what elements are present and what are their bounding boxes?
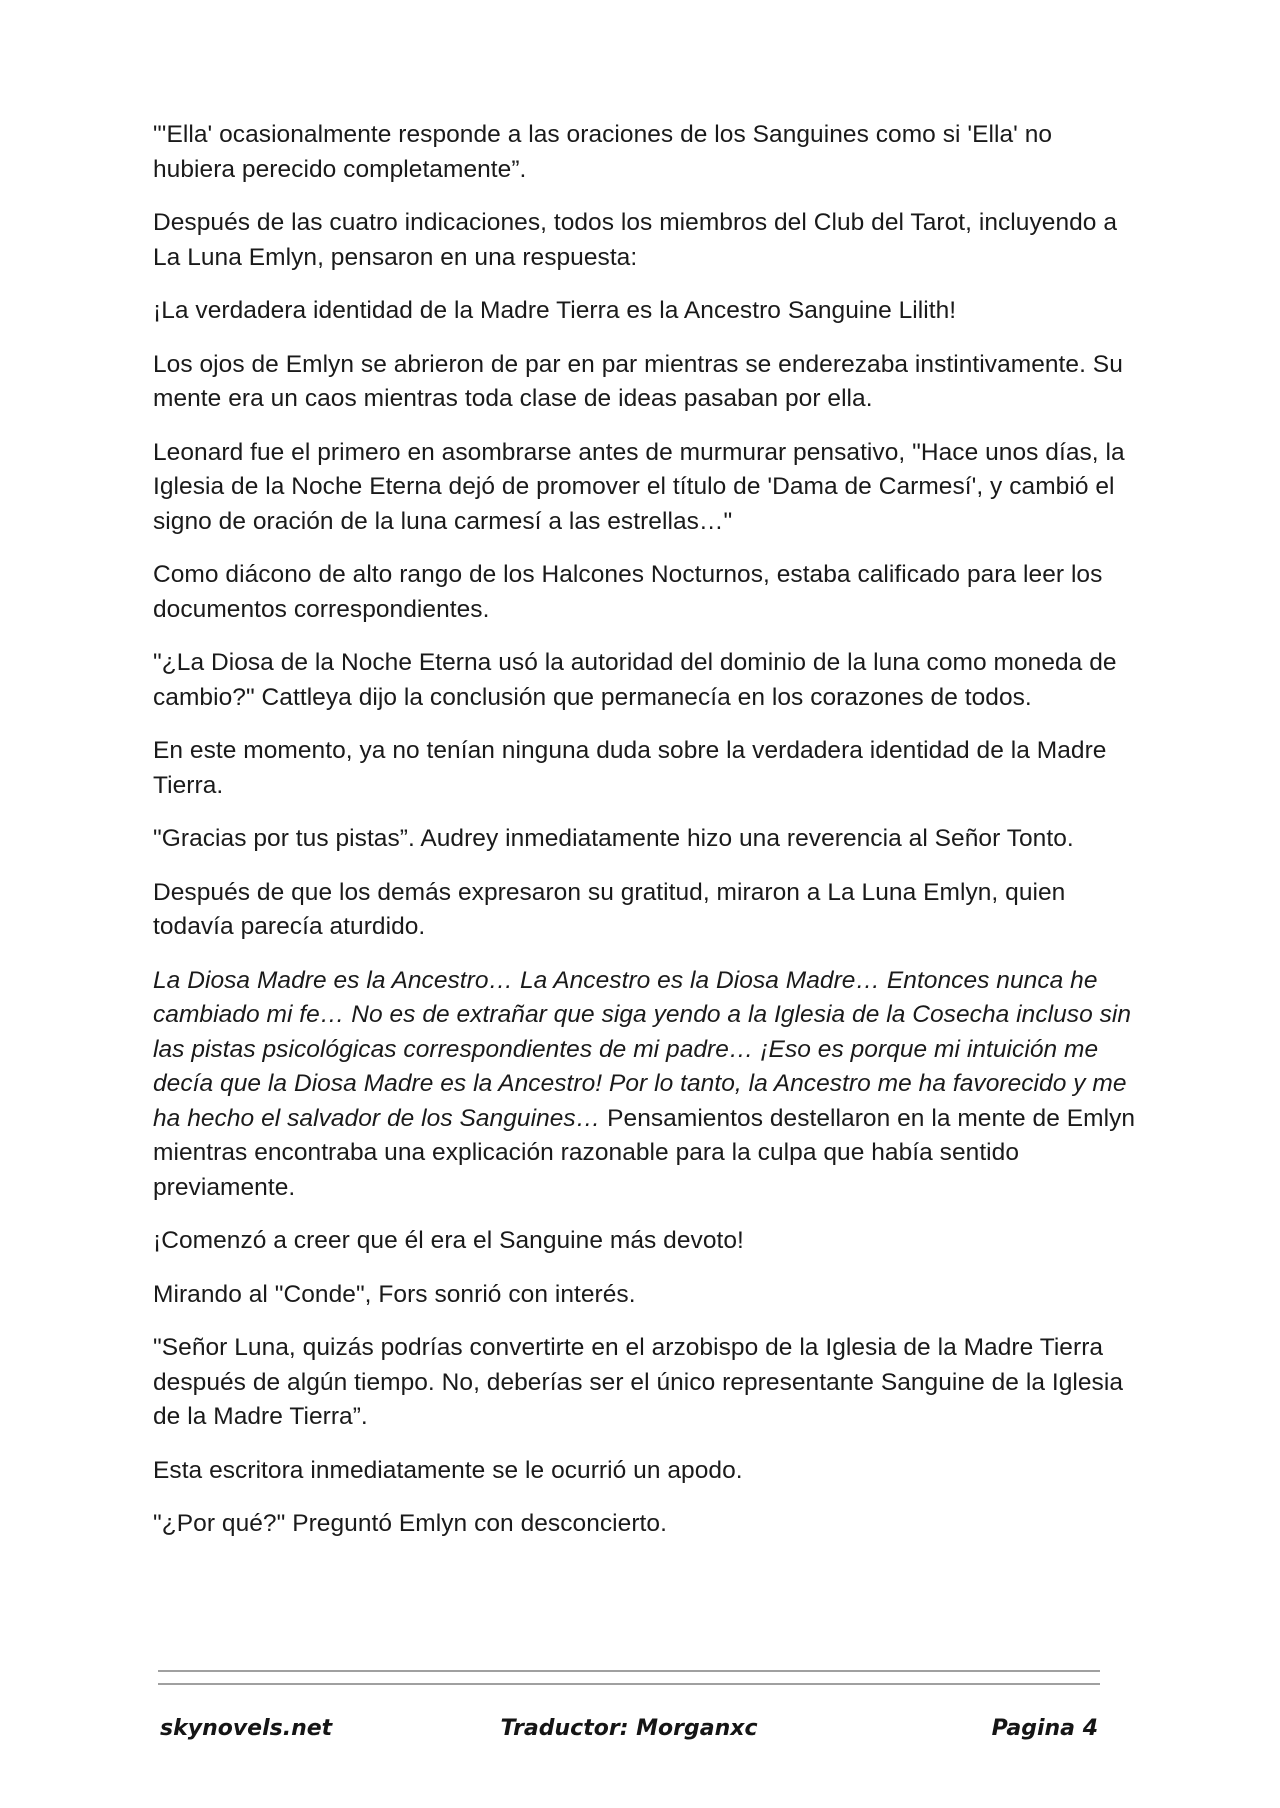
footer-translator: Traductor: Morganxc — [500, 1716, 758, 1741]
paragraph-4: Los ojos de Emlyn se abrieron de par en par mientras se enderezaba instintivamente. Su mente era un caos mientras toda clase de ideas pasaban por ella. — [153, 350, 1123, 412]
paragraph-11 — [153, 964, 1138, 1206]
paragraph-16: "¿Por qué?" Preguntó Emlyn con desconcierto. — [153, 1510, 667, 1537]
page-footer — [158, 1712, 1100, 1752]
paragraph-5: Leonard fue el primero en asombrarse antes de murmurar pensativo, "Hace unos días, la Iglesia de la Noche Eterna dejó de promover el título de 'Dama de Carmesí', y cambió el signo de oración de la luna carmesí a las estrellas…" — [153, 438, 1125, 535]
paragraph-12: ¡Comenzó a creer que él era el Sanguine más devoto! — [153, 1227, 744, 1254]
paragraph-3: ¡La verdadera identidad de la Madre Tierra es la Ancestro Sanguine Lilith! — [153, 297, 957, 324]
paragraph-1: "'Ella' ocasionalmente responde a las oraciones de los Sanguines como si 'Ella' no hubiera perecido completamente”. — [153, 121, 1053, 183]
paragraph-15: Esta escritora inmediatamente se le ocurrió un apodo. — [153, 1456, 743, 1484]
paragraph-9: "Gracias por tus pistas”. Audrey inmediatamente hizo una reverencia al Señor Tonto. — [153, 825, 1074, 852]
paragraph-2: Después de las cuatro indicaciones, todos los miembros del Club del Tarot, incluyendo a La Luna Emlyn, pensaron en una respuesta: — [153, 209, 1118, 271]
footer-page-number: Pagina 4 — [991, 1716, 1098, 1741]
inner-thought-italic: La Diosa Madre es la Ancestro… La Ancestro es la Diosa Madre… Entonces nunca he cambiado mi fe… No es de extrañar que siga yendo a la Iglesia de la Cosecha incluso sin las pistas psicológicas correspondientes de mi padre… ¡Eso es porque mi intuición me decía que la Diosa Madre es la Ancestro! Por lo tanto, la Ancestro me ha favorecido y me ha hecho el salvador de los Sanguines… — [153, 966, 1132, 1132]
footer-divider-bottom — [158, 1683, 1100, 1685]
paragraph-13: Mirando al "Conde", Fors sonrió con interés. — [153, 1280, 636, 1308]
footer-divider-top — [158, 1670, 1100, 1672]
paragraph-14: "Señor Luna, quizás podrías convertirte en el arzobispo de la Iglesia de la Madre Tierra después de algún tiempo. No, deberías ser el único representante Sanguine de la Iglesia de la Madre Tierra”. — [153, 1334, 1124, 1430]
paragraph-10: Después de que los demás expresaron su gratitud, miraron a La Luna Emlyn, quien todavía parecía aturdido. — [153, 878, 1066, 940]
page-body — [153, 118, 1138, 1561]
paragraph-11-text: Pensamientos destellaron en la mente de Emlyn mientras encontraba una explicación razonable para la culpa que había sentido previamente. — [153, 1104, 1136, 1201]
paragraph-6: Como diácono de alto rango de los Halcones Nocturnos, estaba calificado para leer los documentos correspondientes. — [153, 561, 1103, 623]
paragraph-7: "¿La Diosa de la Noche Eterna usó la autoridad del dominio de la luna como moneda de cambio?" Cattleya dijo la conclusión que permanecía en los corazones de todos. — [153, 649, 1117, 711]
paragraph-8: En este momento, ya no tenían ninguna duda sobre la verdadera identidad de la Madre Tierra. — [153, 737, 1107, 799]
footer-site: skynovels.net — [160, 1716, 333, 1741]
